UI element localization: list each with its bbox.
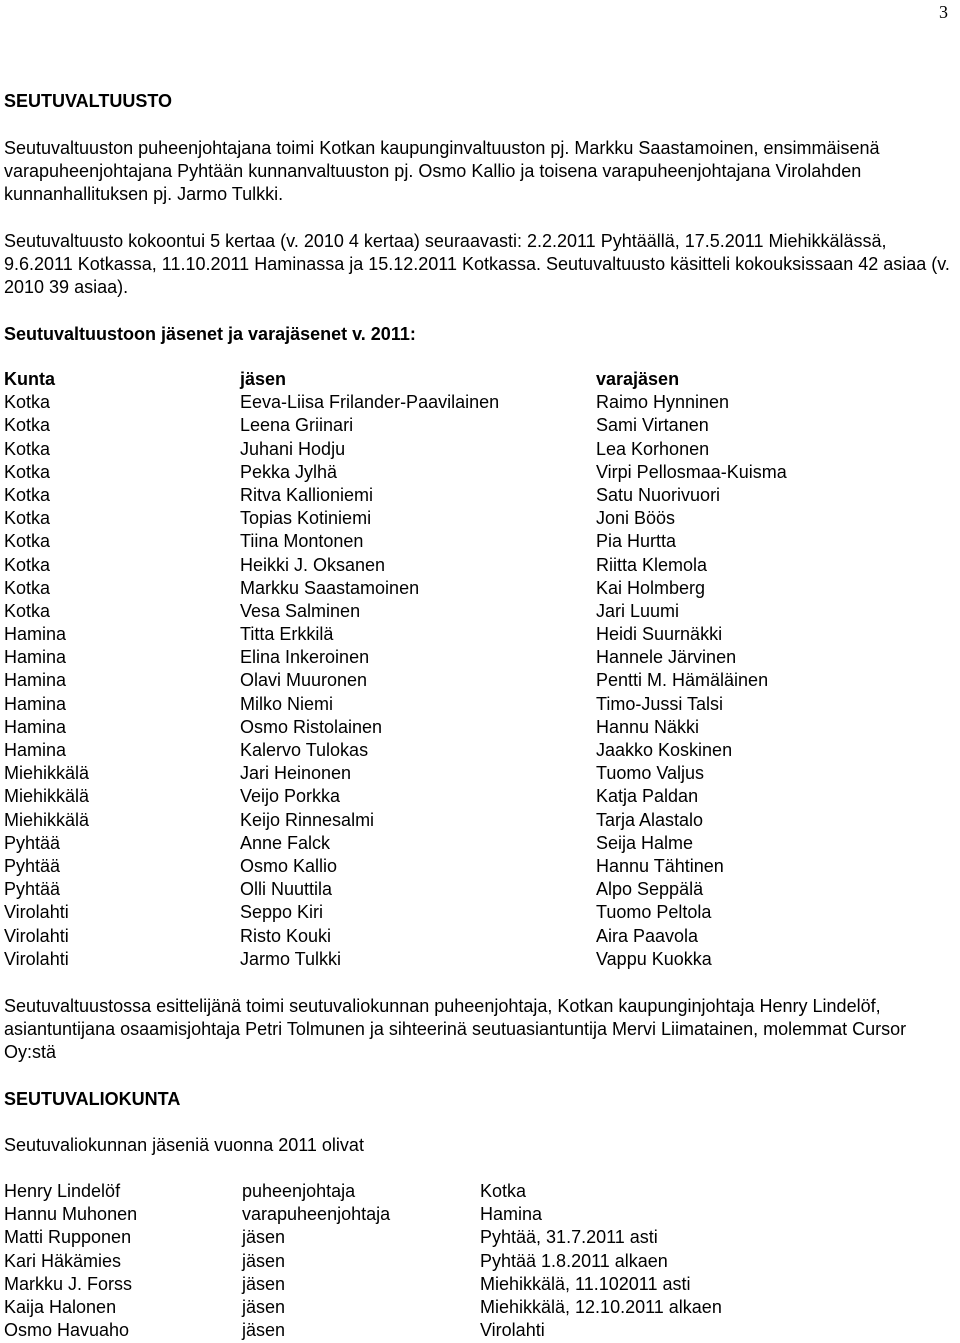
name-cell: Osmo Havuaho	[4, 1320, 130, 1341]
member-cell: Osmo Ristolainen	[240, 716, 383, 737]
municipality-cell: Pyhtää 1.8.2011 alkaen	[480, 1250, 668, 1271]
deputy-cell: Pia Hurtta	[596, 531, 677, 552]
member-cell: Osmo Kallio	[240, 855, 338, 876]
deputy-cell: Hannele Järvinen	[596, 647, 737, 668]
member-cell: Ritva Kallioniemi	[240, 484, 374, 505]
role-cell: jäsen	[242, 1296, 286, 1317]
name-cell: Hannu Muhonen	[4, 1204, 138, 1225]
member-cell: Markku Saastamoinen	[240, 577, 420, 598]
kunta-cell: Kotka	[4, 508, 51, 529]
member-cell: Kalervo Tulokas	[240, 740, 369, 760]
header-varajasen: varajäsen	[596, 369, 680, 389]
member-cell: Pekka Jylhä	[240, 461, 338, 482]
role-cell: puheenjohtaja	[242, 1181, 356, 1201]
role-cell: jäsen	[242, 1273, 286, 1294]
page-number: 3	[939, 2, 948, 22]
member-cell: Keijo Rinnesalmi	[240, 809, 375, 830]
member-cell: Seppo Kiri	[240, 902, 324, 923]
deputy-cell: Sami Virtanen	[596, 415, 709, 436]
deputy-cell: Jari Luumi	[596, 600, 680, 621]
kunta-cell: Kotka	[4, 438, 51, 459]
name-cell: Kari Häkämies	[4, 1250, 122, 1271]
role-cell: varapuheenjohtaja	[242, 1204, 391, 1225]
role-cell: jäsen	[242, 1250, 286, 1271]
member-cell: Tiina Montonen	[240, 531, 364, 552]
member-cell: Anne Falck	[240, 832, 331, 853]
kunta-cell: Kotka	[4, 461, 51, 482]
kunta-cell: Hamina	[4, 670, 67, 691]
kunta-cell: Kotka	[4, 577, 51, 598]
kunta-cell: Virolahti	[4, 925, 69, 946]
committee-intro: Seutuvaliokunnan jäseniä vuonna 2011 olivat	[4, 1135, 364, 1155]
deputy-cell: Seija Halme	[596, 832, 694, 853]
deputy-cell: Aira Paavola	[596, 925, 699, 946]
section-heading-seutuvaliokunta: SEUTUVALIOKUNTA	[4, 1089, 181, 1109]
deputy-cell: Satu Nuorivuori	[596, 484, 721, 505]
member-cell: Milko Niemi	[240, 693, 334, 714]
member-cell: Juhani Hodju	[240, 438, 346, 459]
kunta-cell: Pyhtää	[4, 832, 61, 853]
member-cell: Topias Kotiniemi	[240, 508, 372, 529]
member-cell: Jarmo Tulkki	[240, 948, 342, 969]
name-cell: Kaija Halonen	[4, 1296, 117, 1317]
kunta-cell: Kotka	[4, 554, 51, 575]
municipality-cell: Miehikkälä, 12.10.2011 alkaen	[480, 1296, 722, 1317]
kunta-cell: Miehikkälä	[4, 809, 90, 830]
deputy-cell: Riitta Klemola	[596, 554, 708, 575]
deputy-cell: Virpi Pellosmaa-Kuisma	[596, 461, 787, 482]
member-cell: Leena Griinari	[240, 415, 354, 436]
presenter-paragraph: Seutuvaltuustossa esittelijänä toimi seutuvaliokunnan puheenjohtaja, Kotkan kaupunginjohtaja Henry Lindelöf, asiantuntijana osaamisjohtaja Petri Tolmunen ja sihteerinä seutuasiantuntija Mervi Liimatainen, molemmat Cursor Oy:stä	[4, 996, 907, 1063]
deputy-cell: Timo-Jussi Talsi	[596, 693, 724, 714]
chair-paragraph: Seutuvaltuuston puheenjohtajana toimi Kotkan kaupunginvaltuuston pj. Markku Saastamoinen, ensimmäisenä varapuheenjohtajana Pyhtään kunnanvaltuuston pj. Osmo Kallio ja toisena varapuheenjohtajana Virolahden kunnanhallituksen pj. Jarmo Tulkki.	[4, 138, 880, 205]
deputy-cell: Heidi Suurnäkki	[596, 624, 723, 645]
section-heading-seutuvaltuusto: SEUTUVALTUUSTO	[4, 91, 173, 111]
municipality-cell: Kotka	[480, 1181, 527, 1201]
deputy-cell: Hannu Näkki	[596, 716, 700, 737]
kunta-cell: Kotka	[4, 531, 51, 552]
members-heading: Seutuvaltuustoon jäsenet ja varajäsenet v. 2011:	[4, 324, 416, 344]
meetings-paragraph: Seutuvaltuusto kokoontui 5 kertaa (v. 2010 4 kertaa) seuraavasti: 2.2.2011 Pyhtäällä, 17.5.2011 Miehikkälässä, 9.6.2011 Kotkassa, 11.10.2011 Haminassa ja 15.12.2011 Kotkassa. Seutuvaltuusto käsitteli kokouksissaan 42 asiaa (v. 2010 39 asiaa).	[4, 231, 950, 298]
kunta-cell: Miehikkälä	[4, 786, 90, 807]
role-cell: jäsen	[242, 1227, 286, 1248]
municipality-cell: Pyhtää, 31.7.2011 asti	[480, 1227, 658, 1248]
kunta-cell: Kotka	[4, 392, 51, 413]
kunta-cell: Pyhtää	[4, 879, 61, 900]
deputy-cell: Katja Paldan	[596, 786, 699, 807]
kunta-cell: Kotka	[4, 484, 51, 505]
member-cell: Elina Inkeroinen	[240, 647, 370, 668]
kunta-cell: Hamina	[4, 693, 67, 714]
kunta-cell: Miehikkälä	[4, 763, 90, 784]
deputy-cell: Lea Korhonen	[596, 438, 710, 459]
member-cell: Heikki J. Oksanen	[240, 554, 386, 575]
kunta-cell: Hamina	[4, 740, 67, 760]
deputy-cell: Pentti M. Hämäläinen	[596, 670, 769, 691]
kunta-cell: Kotka	[4, 600, 51, 621]
deputy-cell: Vappu Kuokka	[596, 948, 712, 969]
deputy-cell: Alpo Seppälä	[596, 879, 704, 900]
kunta-cell: Hamina	[4, 647, 67, 668]
member-cell: Olli Nuuttila	[240, 879, 333, 900]
municipality-cell: Miehikkälä, 11.102011 asti	[480, 1273, 691, 1294]
deputy-cell: Raimo Hynninen	[596, 392, 730, 413]
deputy-cell: Joni Böös	[596, 508, 676, 529]
deputy-cell: Tarja Alastalo	[596, 809, 704, 830]
municipality-cell: Virolahti	[480, 1320, 545, 1341]
name-cell: Matti Rupponen	[4, 1227, 132, 1248]
member-cell: Titta Erkkilä	[240, 624, 334, 645]
member-cell: Jari Heinonen	[240, 763, 352, 784]
header-kunta: Kunta	[4, 369, 55, 389]
deputy-cell: Hannu Tähtinen	[596, 855, 724, 876]
member-cell: Vesa Salminen	[240, 600, 361, 621]
role-cell: jäsen	[242, 1320, 286, 1341]
kunta-cell: Virolahti	[4, 948, 69, 969]
member-cell: Eeva-Liisa Frilander-Paavilainen	[240, 392, 500, 413]
member-cell: Veijo Porkka	[240, 786, 341, 807]
kunta-cell: Kotka	[4, 415, 51, 436]
kunta-cell: Virolahti	[4, 902, 69, 923]
kunta-cell: Hamina	[4, 624, 67, 645]
header-jasen: jäsen	[240, 369, 287, 389]
kunta-cell: Pyhtää	[4, 855, 61, 876]
deputy-cell: Jaakko Koskinen	[596, 740, 733, 760]
member-cell: Olavi Muuronen	[240, 670, 368, 691]
municipality-cell: Hamina	[480, 1204, 543, 1225]
deputy-cell: Tuomo Valjus	[596, 763, 705, 784]
kunta-cell: Hamina	[4, 716, 67, 737]
name-cell: Henry Lindelöf	[4, 1181, 121, 1201]
deputy-cell: Kai Holmberg	[596, 577, 706, 598]
name-cell: Markku J. Forss	[4, 1273, 133, 1294]
member-cell: Risto Kouki	[240, 925, 332, 946]
deputy-cell: Tuomo Peltola	[596, 902, 712, 923]
